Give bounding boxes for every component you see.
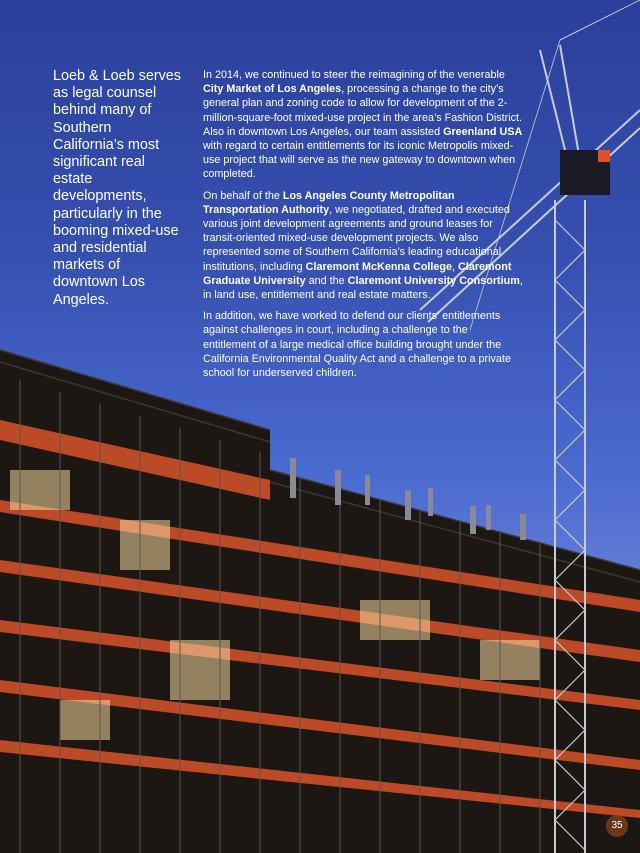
paragraph-1: In 2014, we continued to steer the reimagining of the venerable City Market of Los Angeles, processing a change to the city’s general plan and zoning code to allow for development of the 2-million-square-foot mixed-use project in the area’s Fashion District. Also in downtown Los Angeles, our team assisted Greenland USA with regard to certain entitlements for its iconic Metropolis mixed-use project that will serve as the new gateway to downtown when completed.: [203, 69, 523, 181]
page-number: 35: [606, 815, 628, 837]
metro-authority-name: Los Angeles County Metropolitan Transportation Authority: [203, 189, 455, 216]
paragraph-2: On behalf of the Los Angeles County Metropolitan Transportation Authority, we negotiated, drafted and executed various joint development agreements and ground leases for transit-oriented mixed-use development projects. We also represented some of Southern California’s leading educational institutions, including Claremont McKenna College, Claremont Graduate University and the Claremont University Consortium, in land use, entitlement and real estate matters.: [203, 189, 523, 302]
claremont-mckenna-name: Claremont McKenna College: [305, 260, 453, 273]
claremont-consortium-name: Claremont University Consortium: [347, 274, 520, 287]
body-text: [203, 68, 523, 387]
claremont-graduate-name: Claremont Graduate University: [203, 260, 512, 287]
pull-quote: Loeb & Loeb serves as legal counsel behind many of Southern California’s most significant real estate developments, particularly in the booming mixed-use and residential markets of downtown Los Angeles.: [53, 68, 182, 308]
crane-light: [598, 150, 610, 162]
paragraph-3: In addition, we have worked to defend our clients’ entitlements against challenges in court, including a challenge to the entitlement of a large medical office building brought under the California Environmental Quality Act and a challenge to a private school for underserved children.: [203, 310, 511, 380]
greenland-name: Greenland USA: [443, 125, 523, 138]
city-market-name: City Market of Los Angeles: [203, 83, 342, 96]
